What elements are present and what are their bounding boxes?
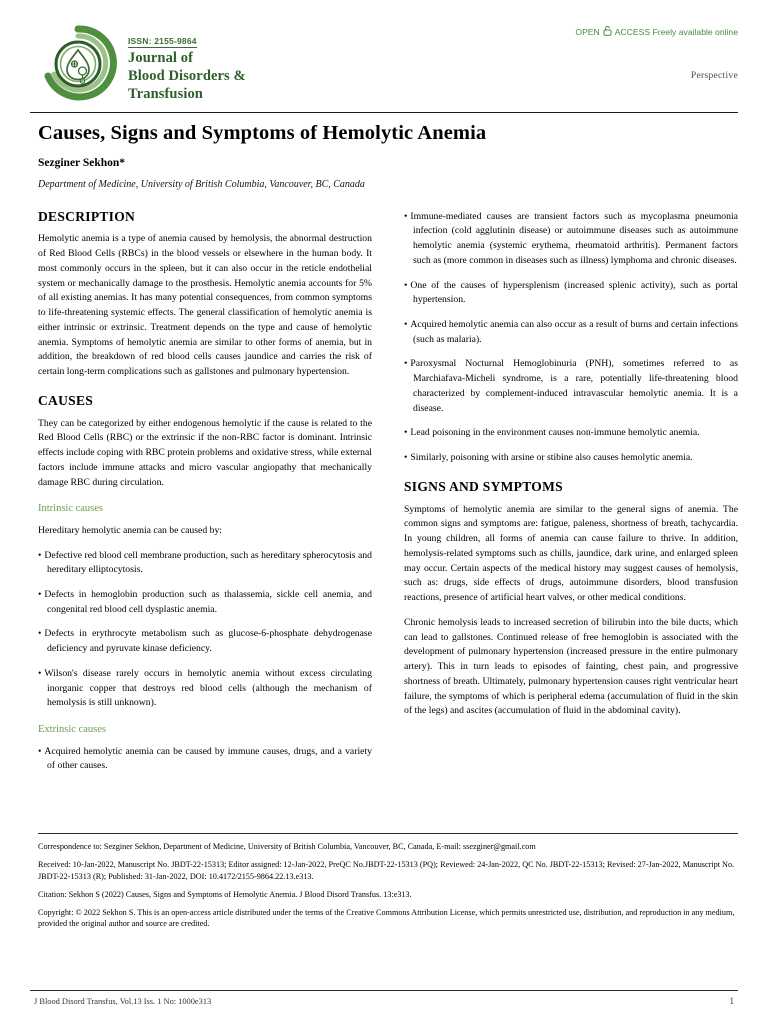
list-item [404, 451, 738, 466]
page-footer [30, 990, 738, 1006]
list-item-text: Defects in hemoglobin production such as thalassemia, sickle cell anemia, and congenital red blood cell dysplastic anemia. [44, 589, 372, 615]
list-item [38, 549, 372, 578]
section-heading-signs-and-symptoms: SIGNS AND SYMPTOMS [404, 478, 563, 494]
bullet-icon: • [404, 318, 408, 330]
list-item [404, 357, 738, 416]
list-item [404, 279, 738, 308]
causes-paragraph: They can be categorized by either endogenous hemolytic if the cause is related to the Red Blood Cells (RBC) or the extrinsic if the non-RBC factor is dominant. Intrinsic effects include coping with RBC protein problems and oxidative stress, while external factors include immune attacks and micro vascular angiopathy that mechanically damage RBC during circulation. [38, 417, 372, 488]
bullet-icon: • [404, 210, 408, 222]
document-type-label: Perspective [690, 71, 738, 81]
bullet-icon: • [38, 549, 42, 561]
list-item-text: Acquired hemolytic anemia can be caused by immune causes, drugs, and a variety of other causes. [44, 745, 372, 772]
bullet-icon: • [404, 452, 408, 464]
journal-name-line-3: Transfusion [128, 85, 203, 102]
list-item-text: Acquired hemolytic anemia can also occur as a result of burns and certain infections (such as malaria). [410, 318, 738, 345]
list-item-text: Wilson's disease rarely occurs in hemolytic anemia without excess circulating inorganic copper that destroys red blood cells (although the mechanism of hemolysis is still unknown). [44, 667, 372, 709]
journal-issn: ISSN: 2155-9864 [128, 36, 197, 46]
article-history: Received: 10-Jan-2022, Manuscript No. JBDT-22-15313; Editor assigned: 12-Jan-2022, PreQC No.JBDT-22-15313 (PQ); Reviewed: 24-Jan-2022, QC No. JBDT-22-15313; Revised: 27-Jan-2022, Manuscript No. JBDT-22-15313 (R); Published: 31-Jan-2022, DOI: 10.4172/2155-9864.22.13.e313. [38, 859, 735, 881]
list-item-text: Paroxysmal Nocturnal Hemoglobinuria (PNH), sometimes referred to as Marchiafava-Micheli syndrome, is a rare, potentially life-threatening blood characterized by complement-induced intravascular hemolytic anemia. It is a disease. [410, 358, 738, 414]
citation-note: Citation: Sekhon S (2022) Causes, Signs and Symptoms of Hemolytic Anemia. J Blood Disord Transfus. 13:e313. [38, 889, 412, 899]
bullet-icon: • [404, 279, 408, 291]
list-item-text: Defective red blood cell membrane production, such as hereditary spherocytosis and hereditary elliptocytosis. [44, 549, 372, 576]
bullet-icon: • [404, 358, 408, 370]
section-heading-causes: CAUSES [38, 392, 94, 408]
description-paragraph: Hemolytic anemia is a type of anemia caused by hemolysis, the abnormal destruction of Red Blood Cells (RBCs) in the blood vessels or elsewhere in the human body. It most commonly occurs in the spleen, but it can also occur in the reticle endothelial system or mechanically damage to the prosthesis. Hemolytic anemia accounts for 5% of all existing anemias. It has many potential consequences, from common symptoms to life-threatening systemic effects. The general classification of hemolytic anemia is either intrinsic or extrinsic. Treatment depends on the type and cause of hemolytic anemia. Symptoms of hemolytic anemia are similar to other forms of anemia, but in addition, the breakdown of red blood cells causes jaundice and carries the risk of certain long-term complications such as gallstones and pulmonary hypertension. [38, 233, 372, 378]
subsection-heading-intrinsic-causes: Intrinsic causes [38, 503, 104, 515]
author-list: Sezginer Sekhon* [38, 156, 126, 169]
copyright-note: Copyright: © 2022 Sekhon S. This is an open-access article distributed under the terms of the Creative Commons Attribution License, which permits unrestricted use, distribution, and reproduction in any medium, provided the original author and source are credited. [38, 907, 735, 929]
bullet-icon: • [38, 589, 42, 601]
footnote-block [38, 833, 738, 930]
journal-logo-icon [38, 24, 118, 102]
subsection-heading-extrinsic-causes: Extrinsic causes [38, 724, 106, 736]
journal-title-block [128, 22, 246, 103]
page-footer-divider [30, 990, 738, 991]
signs-paragraph-2: Chronic hemolysis leads to increased secretion of bilirubin into the bile ducts, which can lead to gallstones. Continued release of free hemoglobin is associated with the development of pulmonary hypertension (increased pressure in the entire pulmonary artery). This in turn leads to episodes of fainting, chest pain, and progressive shortness of breath. Ultimately, pulmonary hypertension causes right ventricular heart failure, the symptoms of which is peripheral edema (accumulation of fluid in the skin of the legs) and ascites (accumulation of fluid in the abdominal cavity). [404, 616, 738, 717]
footer-journal-reference: J Blood Disord Transfus, Vol.13 Iss. 1 No: 1000e313 [34, 997, 212, 1006]
list-item [404, 318, 738, 347]
bullet-icon: • [38, 628, 42, 640]
list-item [38, 667, 372, 711]
journal-name-line-1: Journal of [128, 50, 194, 66]
open-lock-icon [603, 25, 612, 38]
signs-paragraph-1: Symptoms of hemolytic anemia are similar to the general signs of anemia. The common signs and symptoms are: fatigue, paleness, shortness of breath, tachycardia. In young children, all forms of anemia can cause failure to thrive. In addition, hemolysis-related symptoms such as chills, jaundice, dark urine, and enlarged spleen may occur. Certain aspects of the medical history may suggest causes of hemolysis, such as: drugs, side effects of drugs, autoimmune disorders, blood transfusion reactions, presence of artificial heart valves, or other medical conditions. [404, 503, 738, 604]
list-item [38, 588, 372, 617]
bullet-icon: • [38, 745, 42, 757]
list-item [404, 426, 738, 441]
section-heading-description: DESCRIPTION [38, 208, 136, 224]
list-item-text: Immune-mediated causes are transient factors such as mycoplasma pneumonia infection (cold agglutinin disease) or autoimmune diseases such as autoimmune hemolytic anemia (systemic erythema, rheumatoid arthritis). Permanent factors such as (more common in diseases such as illness) lymphoma and chronic diseases. [410, 210, 738, 266]
open-access-label-post: ACCESS Freely available online [614, 26, 738, 37]
list-item [38, 745, 372, 774]
article-title-block [0, 122, 768, 190]
header-divider [30, 112, 738, 113]
list-item-text: One of the causes of hypersplenism (increased splenic activity), such as portal hypertension. [410, 279, 738, 306]
correspondence-note: Correspondence to: Sezginer Sekhon, Department of Medicine, University of British Columbia, Vancouver, BC, Canada, E-mail: ssezginer@gmail.com [38, 842, 536, 851]
list-item [38, 627, 372, 656]
bullet-icon: • [404, 427, 408, 439]
list-item-text: Lead poisoning in the environment causes non-immune hemolytic anemia. [410, 427, 700, 439]
page-number: 1 [729, 996, 734, 1006]
open-access-label-pre: OPEN [575, 26, 600, 37]
right-column [404, 210, 738, 785]
article-body [0, 210, 768, 785]
page-title: Causes, Signs and Symptoms of Hemolytic Anemia [38, 122, 487, 144]
list-item-text: Defects in erythrocyte metabolism such as glucose-6-phosphate dehydrogenase deficiency and pyruvate kinase deficiency. [44, 628, 372, 655]
journal-branding [38, 22, 246, 103]
open-access-notice [575, 25, 738, 38]
journal-name-line-2: Blood Disorders & [128, 67, 246, 84]
page-header [0, 0, 768, 102]
author-affiliation: Department of Medicine, University of British Columbia, Vancouver, BC, Canada [38, 178, 365, 190]
journal-name [128, 50, 246, 103]
footnote-divider [38, 833, 738, 834]
list-item-text: Similarly, poisoning with arsine or stibine also causes hemolytic anemia. [410, 452, 693, 464]
bullet-icon: • [38, 667, 42, 679]
intrinsic-causes-lead: Hereditary hemolytic anemia can be caused by: [38, 524, 222, 536]
left-column [38, 210, 372, 785]
list-item [404, 210, 738, 269]
